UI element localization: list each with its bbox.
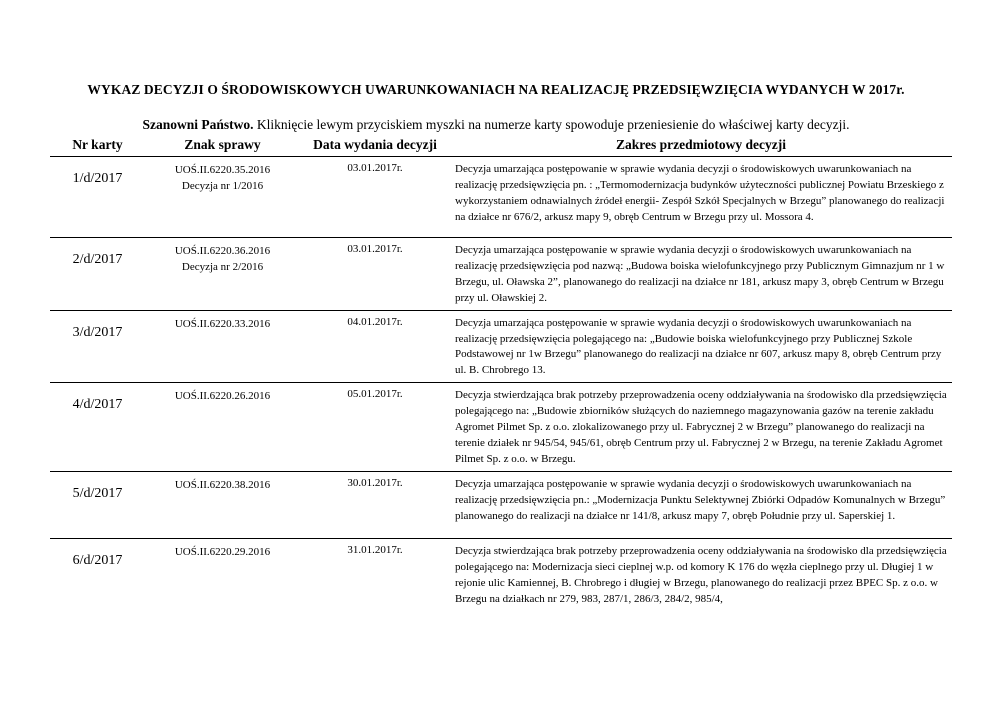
znak-sprawy-cell (145, 471, 300, 538)
znak-sprawy: UOŚ.II.6220.36.2016 (174, 245, 271, 257)
karta-link[interactable]: 2/d/2017 (50, 238, 145, 311)
znak-sprawy: UOŚ.II.6220.33.2016 (174, 317, 271, 330)
table-row (50, 538, 952, 619)
decisions-table (50, 134, 952, 619)
column-header-nr-karty: Nr karty (50, 134, 145, 157)
znak-sprawy: UOŚ.II.6220.38.2016 (174, 478, 271, 491)
karta-link[interactable]: 5/d/2017 (50, 471, 145, 538)
znak-sprawy-cell (145, 157, 300, 238)
table-row (50, 383, 952, 472)
znak-sprawy-cell (145, 538, 300, 619)
data-wydania: 03.01.2017r. (300, 238, 450, 311)
document-title: WYKAZ DECYZJI O ŚRODOWISKOWYCH UWARUNKOWANIACH NA REALIZACJĘ PRZEDSIĘWZIĘCIA WYDANYCH W 2017r. (87, 82, 905, 97)
greeting: Szanowni Państwo. (142, 117, 254, 132)
table-row (50, 238, 952, 311)
decyzja-nr: Decyzja nr 1/2016 (181, 180, 264, 192)
znak-sprawy-cell (145, 383, 300, 472)
karta-link[interactable]: 6/d/2017 (72, 552, 123, 568)
table-row (50, 157, 952, 238)
zakres-decyzji: Decyzja umarzająca postępowanie w sprawie wydania decyzji o środowiskowych uwarunkowaniach na realizację przedsięwzięcia pn. : „Termomodernizacja budynków użyteczności publicznej Powiatu Brzeskiego z wykorzystaniem odnawialnych źródeł energii- Zespół Szkół Specjalnych w Brzegu” planowanego do realizacji na działce nr 676/2, arkusz mapy 9, obręb Centrum w Brzegu przy ul. Mossora 4. (450, 157, 952, 238)
data-wydania: 30.01.2017r. (300, 471, 450, 538)
column-header-znak-sprawy: Znak sprawy (145, 134, 300, 157)
table-row (50, 310, 952, 383)
data-wydania: 31.01.2017r. (347, 543, 403, 556)
znak-sprawy-cell (145, 238, 300, 311)
karta-link[interactable]: 1/d/2017 (50, 157, 145, 238)
znak-sprawy: UOŚ.II.6220.26.2016 (174, 390, 271, 403)
zakres-decyzji: Decyzja stwierdzająca brak potrzeby przeprowadzenia oceny oddziaływania na środowisko dla przedsięwzięcia polegającego na: Modernizacja sieci cieplnej w.p. od komory K 176 do węzła cieplnego przy ul. Długiej 1 w rejonie ulic Kamiennej, B. Chrobrego i długiej w Brzegu, planowanego do realizacji przez BPEC Sp. z o.o. w Brzegu na działkach nr 279, 983, 287/1, 286/3, 284/2, 985/4, (455, 544, 947, 605)
zakres-decyzji: Decyzja umarzająca postępowanie w sprawie wydania decyzji o środowiskowych uwarunkowaniach na realizację przedsięwzięcia polegającego na: „Budowie boiska wielofunkcyjnego przy Publicznej Szkole Podstawowej nr 1w Brzegu” planowanego do realizacji na działce nr 607, arkusz mapy 8, obręb Centrum przy ul. B. Chrobrego 13. (450, 310, 952, 383)
column-header-zakres: Zakres przedmiotowy decyzji (450, 134, 952, 157)
data-wydania: 03.01.2017r. (300, 157, 450, 238)
data-wydania: 05.01.2017r. (300, 383, 450, 472)
decyzja-nr: Decyzja nr 2/2016 (181, 261, 264, 273)
table-header-row (50, 134, 952, 157)
znak-sprawy: UOŚ.II.6220.35.2016 (174, 164, 271, 176)
zakres-decyzji: Decyzja umarzająca postępowanie w sprawie wydania decyzji o środowiskowych uwarunkowaniach na realizację przedsięwzięcia pod nazwą: „Budowa boiska wielofunkcyjnego przy Publicznym Gimnazjum nr 1 w Brzegu, ul. Oławska 2”, planowanego do realizacji na działce nr 181, arkusz mapy 3, obręb Centrum w Brzegu przy ul. Oławskiej 2. (450, 238, 952, 311)
znak-sprawy: UOŚ.II.6220.29.2016 (174, 545, 271, 558)
karta-link[interactable]: 4/d/2017 (50, 383, 145, 472)
table-row (50, 471, 952, 538)
zakres-decyzji: Decyzja umarzająca postępowanie w sprawie wydania decyzji o środowiskowych uwarunkowaniach na realizację przedsięwzięcia pn.: „Modernizacja Punktu Selektywnej Zbiórki Odpadów Komunalnych w Brzegu” planowanego do realizacji na działce nr 141/8, arkusz mapy 7, obręb Południe przy ul. Saperskiej 1. (450, 471, 952, 538)
karta-link[interactable]: 3/d/2017 (50, 310, 145, 383)
instruction: Kliknięcie lewym przyciskiem myszki na numerze karty spowoduje przeniesienie do właściwej karty decyzji. (253, 117, 850, 132)
intro-text (0, 117, 992, 132)
column-header-data-wydania: Data wydania decyzji (300, 134, 450, 157)
znak-sprawy-cell (145, 310, 300, 383)
zakres-decyzji: Decyzja stwierdzająca brak potrzeby przeprowadzenia oceny oddziaływania na środowisko dla przedsięwzięcia polegającego na: „Budowie zbiorników służących do naziemnego magazynowania gazów na terenie zakładu Agromet Pilmet Sp. z o.o. zlokalizowanego przy ul. Fabrycznej 2 w Brzegu” planowanego do realizacji na terenie działek nr 945/54, 945/61, obręb Centrum przy ul. Fabrycznej 2 w Brzegu, na terenie Zakładu Agromet Pilmet Sp. z o.o. w Brzegu. (450, 383, 952, 472)
data-wydania: 04.01.2017r. (300, 310, 450, 383)
